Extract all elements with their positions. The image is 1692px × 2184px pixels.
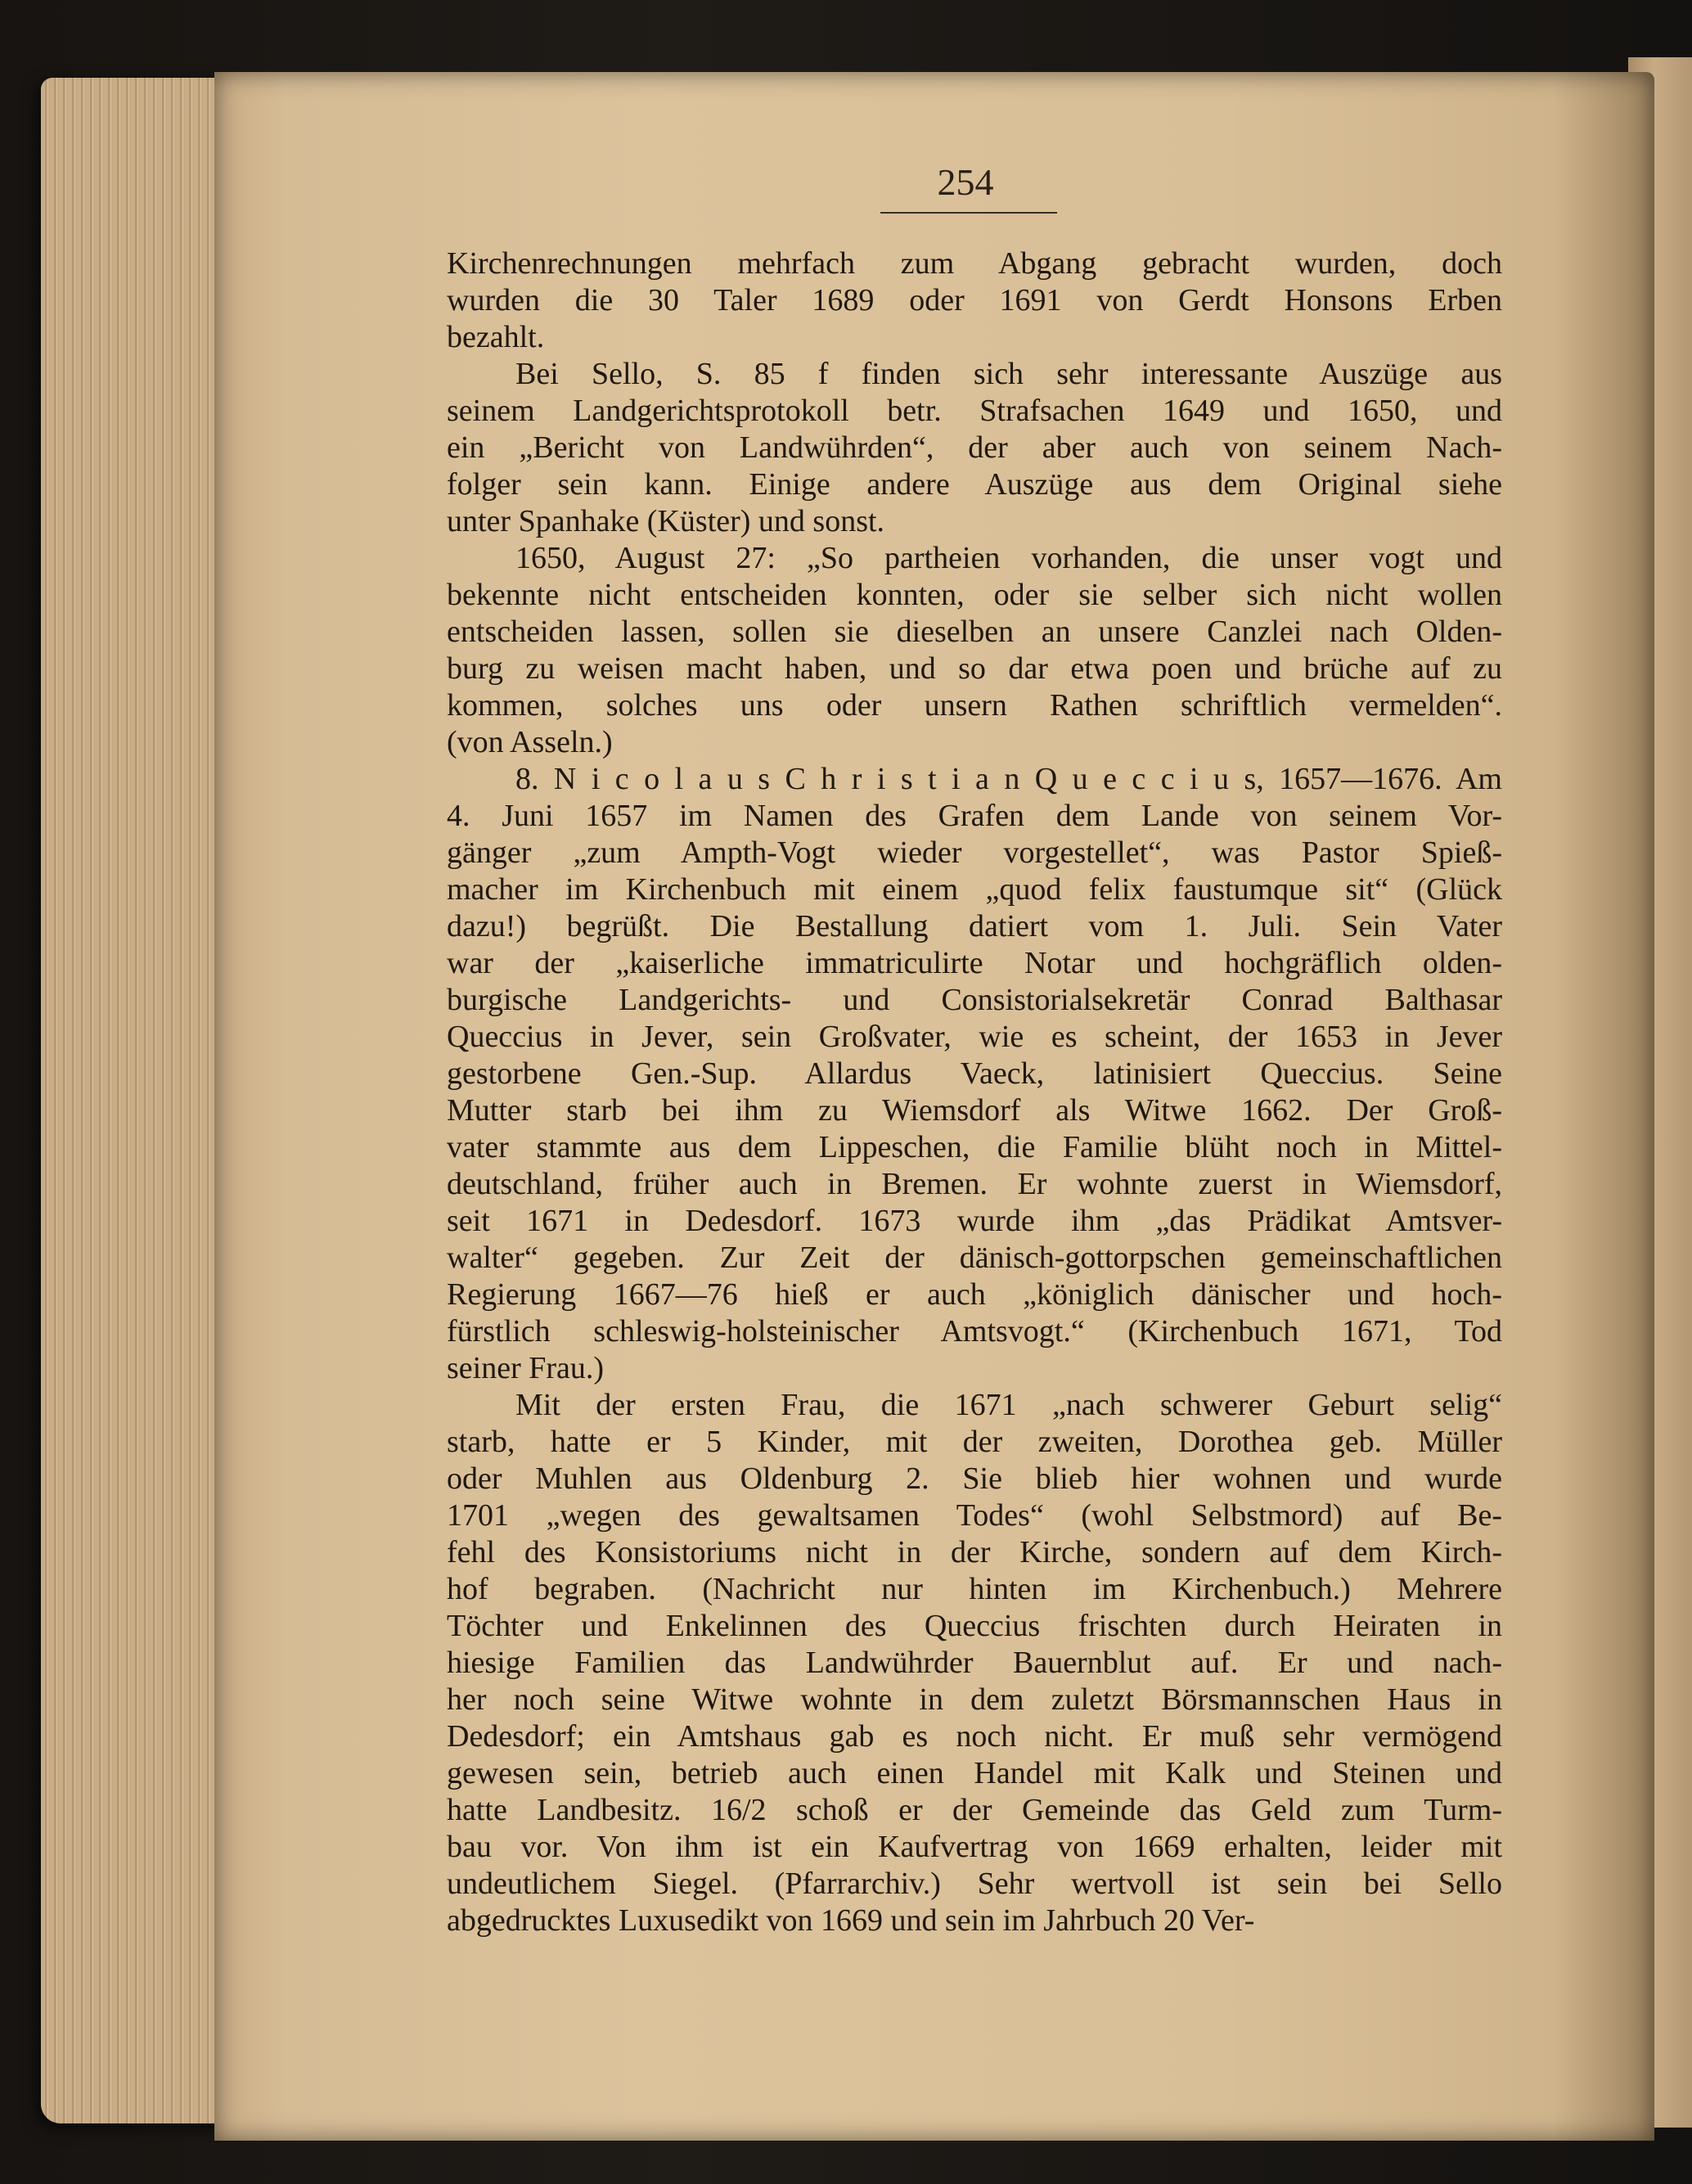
text-line: Queccius in Jever, sein Großvater, wie es scheint, der 1653 in Jever [447,1020,1502,1054]
text-line: Mutter starb bei ihm zu Wiemsdorf als Witwe 1662. Der Groß- [447,1093,1502,1128]
text-line: ein „Bericht von Landwührden“, der aber auch von seinem Nach- [447,430,1502,465]
text-line: gestorbene Gen.-Sup. Allardus Vaeck, latinisiert Queccius. Seine [447,1056,1502,1091]
text-line: burg zu weisen macht haben, und so dar etwa poen und brüche auf zu [447,651,1502,686]
header-rule [880,212,1057,214]
text-line: vater stammte aus dem Lippeschen, die Familie blüht noch in Mittel- [447,1130,1502,1164]
text-line: (von Asseln.) [447,725,613,759]
text-line: macher im Kirchenbuch mit einem „quod felix faustumque sit“ (Glück [447,872,1502,907]
paragraph [447,356,1502,540]
paragraph [447,1387,1502,1939]
text-line: 1650, August 27: „So partheien vorhanden, die unser vogt und [515,541,1502,575]
text-line: Kirchenrechnungen mehrfach zum Abgang gebracht wurden, doch [447,246,1502,281]
text-line: oder Muhlen aus Oldenburg 2. Sie blieb hier wohnen und wurde [447,1461,1502,1496]
text-line: bezahlt. [447,320,545,354]
text-line: walter“ gegeben. Zur Zeit der dänisch-gottorpschen gemeinschaftlichen [447,1241,1502,1275]
text-line: Regierung 1667—76 hieß er auch „königlich dänischer und hoch- [447,1277,1502,1312]
text-line: abgedrucktes Luxusedikt von 1669 und sein im Jahrbuch 20 Ver- [447,1903,1255,1938]
text-line: bau vor. Von ihm ist ein Kaufvertrag von 1669 erhalten, leider mit [447,1830,1502,1864]
text-line: seit 1671 in Dedesdorf. 1673 wurde ihm „das Prädikat Amtsver- [447,1204,1502,1238]
text-line: Dedesdorf; ein Amtshaus gab es noch nicht. Er muß sehr vermögend [447,1719,1502,1754]
text-line: undeutlichem Siegel. (Pfarrarchiv.) Sehr wertvoll ist sein bei Sello [447,1867,1502,1901]
page-body-text [447,245,1502,1939]
text-line: wurden die 30 Taler 1689 oder 1691 von Gerdt Honsons Erben [447,283,1502,317]
text-line: seinem Landgerichtsprotokoll betr. Strafsachen 1649 und 1650, und [447,394,1502,428]
page-number: 254 [937,161,994,203]
text-line: Bei Sello, S. 85 f finden sich sehr interessante Auszüge aus [515,357,1502,391]
text-line: burgische Landgerichts- und Consistorialsekretär Conrad Balthasar [447,983,1502,1017]
text-line: war der „kaiserliche immatriculirte Notar und hochgräflich olden- [447,946,1502,980]
text-line: hiesige Familien das Landwührder Bauernblut auf. Er und nach- [447,1646,1502,1680]
text-line: folger sein kann. Einige andere Auszüge aus dem Original siehe [447,467,1502,502]
text-line: fürstlich schleswig-holsteinischer Amtsvogt.“ (Kirchenbuch 1671, Tod [447,1314,1502,1349]
text-line: entscheiden lassen, sollen sie dieselben an unsere Canzlei nach Olden- [447,615,1502,649]
text-line: fehl des Konsistoriums nicht in der Kirche, sondern auf dem Kirch- [447,1535,1502,1569]
text-line: gewesen sein, betrieb auch einen Handel mit Kalk und Steinen und [447,1756,1502,1790]
text-line: starb, hatte er 5 Kinder, mit der zweiten, Dorothea geb. Müller [447,1425,1502,1459]
text-line: unter Spanhake (Küster) und sonst. [447,504,885,538]
text-line: seiner Frau.) [447,1351,605,1385]
text-line: dazu!) begrüßt. Die Bestallung datiert vom 1. Juli. Sein Vater [447,909,1502,943]
text-line: deutschland, früher auch in Bremen. Er wohnte zuerst in Wiemsdorf, [447,1167,1502,1201]
text-line: hatte Landbesitz. 16/2 schoß er der Gemeinde das Geld zum Turm- [447,1793,1502,1827]
text-line: Mit der ersten Frau, die 1671 „nach schwerer Geburt selig“ [515,1388,1502,1422]
text-line: hof begraben. (Nachricht nur hinten im Kirchenbuch.) Mehrere [447,1572,1502,1606]
paragraph [447,245,1502,356]
text-line: gänger „zum Ampth-Vogt wieder vorgestellet“, was Pastor Spieß- [447,835,1502,870]
paragraph [447,761,1502,1387]
text-line: 4. Juni 1657 im Namen des Grafen dem Lande von seinem Vor- [447,799,1502,833]
text-line: kommen, solches uns oder unsern Rathen schriftlich vermelden“. [447,688,1502,723]
text-line: Töchter und Enkelinnen des Queccius frischten durch Heiraten in [447,1609,1502,1643]
page-edges [41,78,237,2123]
text-line: 1701 „wegen des gewaltsamen Todes“ (wohl Selbstmord) auf Be- [447,1498,1502,1533]
text-line: her noch seine Witwe wohnte in dem zuletzt Börsmannschen Haus in [447,1682,1502,1717]
paragraph [447,540,1502,761]
text-line: 8. N i c o l a u s C h r i s t i a n Q u e c c i u s, 1657—1676. Am [515,762,1502,796]
text-line: bekennte nicht entscheiden konnten, oder sie selber sich nicht wollen [447,578,1502,612]
